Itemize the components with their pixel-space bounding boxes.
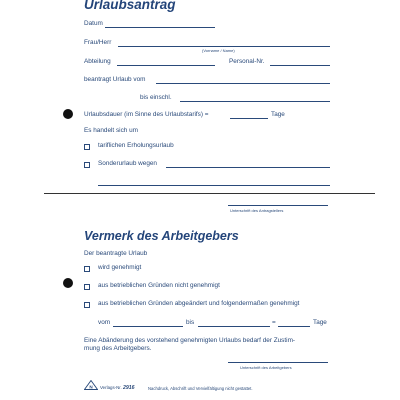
bis-einschl-line[interactable] — [180, 101, 330, 102]
sonderurlaub-line-2[interactable] — [98, 185, 330, 186]
nicht-genehmigt-label: aus betrieblichen Gründen nicht genehmigt — [98, 282, 220, 289]
employer-intro: Der beantragte Urlaub — [84, 250, 148, 257]
name-line[interactable] — [118, 46, 330, 47]
handelt-label: Es handelt sich um — [84, 127, 138, 134]
dauer-line[interactable] — [230, 118, 268, 119]
erholungsurlaub-checkbox[interactable] — [84, 144, 90, 150]
abteilung-label: Abteilung — [84, 58, 111, 65]
name-hint: (Vorname / Name) — [202, 48, 235, 53]
verlag-prefix: Verlags-Nr. — [100, 385, 122, 390]
arbeitgeber-signature-label: Unterschrift des Arbeitgebers — [240, 365, 292, 370]
personal-nr-line[interactable] — [270, 65, 330, 66]
dauer-tage-label: Tage — [271, 111, 285, 118]
rights-notice: Nachdruck, Abschrift und Vervielfältigung nicht gestattet. — [148, 386, 253, 391]
datum-line[interactable] — [105, 27, 215, 28]
sonderurlaub-line[interactable] — [166, 167, 330, 168]
tage-line[interactable] — [278, 326, 310, 327]
genehmigt-label: wird genehmigt — [98, 264, 142, 271]
form-title: Urlaubsantrag — [84, 0, 176, 12]
vom-label: vom — [98, 319, 111, 326]
genehmigt-checkbox[interactable] — [84, 266, 90, 272]
antragsteller-signature-label: Unterschrift des Antragstellers — [230, 208, 284, 213]
punch-hole-lower — [63, 278, 73, 288]
arbeitgeber-signature-line[interactable] — [228, 362, 328, 363]
name-label: Frau/Herr — [84, 39, 112, 46]
note-line-1: Eine Abänderung des vorstehend genehmigten Urlaubs bedarf der Zustim- — [84, 337, 296, 344]
antragsteller-signature-line[interactable] — [228, 205, 328, 206]
abgeaendert-checkbox[interactable] — [84, 302, 90, 308]
verlag-number: 2916 — [122, 385, 135, 391]
sonderurlaub-checkbox[interactable] — [84, 162, 90, 168]
section-divider — [44, 193, 375, 194]
beantragt-label: beantragt Urlaub vom — [84, 76, 146, 83]
dauer-label: Urlaubsdauer (im Sinne des Urlaubstarifs) = — [84, 111, 209, 118]
bis-label: bis — [186, 319, 195, 326]
note-line-2: mung des Arbeitgebers. — [84, 345, 152, 352]
svg-text:N: N — [89, 384, 93, 390]
sonderurlaub-label: Sonderurlaub wegen — [98, 160, 157, 167]
equals-label: = — [272, 319, 276, 326]
publisher-logo-icon — [84, 380, 98, 390]
nicht-genehmigt-checkbox[interactable] — [84, 284, 90, 290]
vom-line[interactable] — [113, 326, 183, 327]
erholungsurlaub-label: tariflichen Erholungsurlaub — [98, 142, 174, 149]
verlag-nr — [100, 385, 135, 391]
personal-nr-label: Personal-Nr. — [229, 58, 265, 65]
vermerk-tage-label: Tage — [313, 319, 327, 326]
abgeaendert-label: aus betrieblichen Gründen abgeändert und folgendermaßen genehmigt — [98, 300, 300, 307]
bis-line[interactable] — [198, 326, 270, 327]
employer-title: Vermerk des Arbeitgebers — [84, 229, 239, 243]
punch-hole-upper — [63, 109, 73, 119]
abteilung-line[interactable] — [117, 65, 215, 66]
datum-label: Datum — [84, 20, 103, 27]
beantragt-line[interactable] — [156, 83, 330, 84]
bis-einschl-label: bis einschl. — [140, 94, 172, 101]
